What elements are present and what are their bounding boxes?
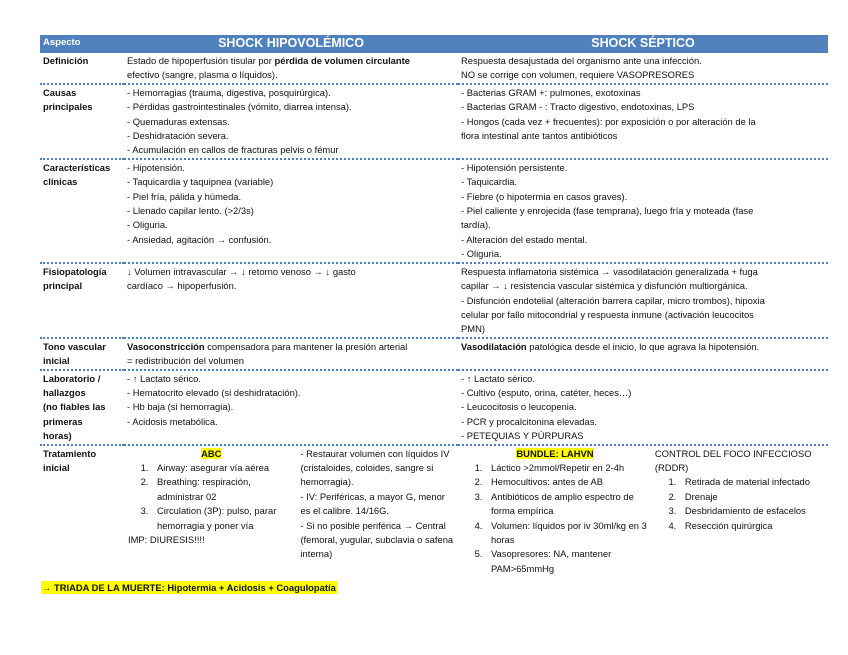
label-clinicas (40, 159, 124, 263)
list-item: - Hematocrito elevado (si deshidratación). (127, 386, 301, 398)
list-item: - Ansiedad, agitación → confusión. (127, 233, 272, 245)
text-line: capilar → ↓ resistencia vascular sistémica y disfunción multiorgánica. (461, 280, 748, 292)
list-item: - IV: Periféricas, a mayor G, menor es el calibre. 14/16G. (300, 490, 445, 517)
list-item: 4. Resección quirúrgica (679, 519, 825, 533)
bundle-block (461, 447, 649, 577)
label-definicion: Definición (40, 53, 124, 84)
definicion-hipo-line2: efectivo (sangre, plasma o líquidos). (127, 69, 278, 81)
fisio-sept (458, 263, 828, 338)
list-item: 3. Antibióticos de amplio espectro de forma empírica (485, 490, 649, 519)
list-item: - Taquicardia y taquipnea (variable) (127, 176, 274, 188)
list-item: - Alteración del estado mental. (461, 233, 588, 245)
header-aspecto: Aspecto (40, 35, 124, 53)
label-line: (no fiables las (43, 401, 106, 413)
definicion-sept-line: Respuesta desajustada del organismo ante una infección. (461, 55, 702, 66)
row-tono-vascular (40, 338, 828, 370)
bundle-list (461, 461, 649, 576)
list-item: 1. Láctico >2mmol/Repetir en 2-4h (485, 461, 649, 475)
label-line: inicial (43, 355, 70, 367)
label-line: Causas (43, 86, 77, 98)
row-causas (40, 84, 828, 159)
control-block (649, 447, 825, 577)
label-line: clínicas (43, 176, 78, 188)
list-item: - Hongos (cada vez + frecuentes): por exposición o por alteración de la (461, 115, 756, 127)
fisio-hipo (124, 263, 458, 338)
definicion-sept (458, 53, 828, 84)
definicion-hipo-bold: pérdida de volumen circulante (274, 55, 410, 66)
row-laboratorio (40, 370, 828, 445)
text-line: Respuesta inflamatoria sistémica → vasodilatación generalizada + fuga (461, 265, 758, 277)
label-line: Tono vascular (43, 340, 106, 352)
row-clinicas (40, 159, 828, 263)
list-item: - Leucocitosis o leucopenia. (461, 401, 577, 413)
control-list (655, 475, 825, 533)
list-item: - PETEQUIAS Y PÚRPURAS (461, 430, 584, 442)
list-item: 3. Circulation (3P): pulso, parar hemorragia y poner vía (151, 504, 295, 533)
list-item: - Piel caliente y enrojecida (fase temprana), luego fría y moteada (fase (461, 205, 754, 217)
text-line: ↓ Volumen intravascular → ↓ retorno venoso → ↓ gasto (127, 265, 356, 277)
tono-hipo-text: compensadora para mantener la presión arterial (204, 340, 408, 352)
list-item: - Acumulación en callos de fracturas pelvis o fémur (127, 144, 339, 156)
tono-sept-text: patológica desde el inicio, lo que agrava la hipotensión. (526, 340, 760, 352)
tratamiento-sept (458, 445, 828, 577)
label-line: principales (43, 101, 93, 113)
list-item: - Bacterias GRAM +: pulmones, exotoxinas (461, 86, 641, 98)
tono-sept-bold: Vasodilatación (461, 340, 527, 352)
list-item: - ↑ Lactato sérico. (461, 372, 535, 384)
list-item: - Pérdidas gastrointestinales (vómito, diarrea intensa). (127, 101, 352, 113)
text-line: celular por fallo mitocondrial y respuesta inmune (activación leucocitos (461, 308, 754, 320)
tono-hipo (124, 338, 458, 370)
list-item: 1. Retirada de material infectado (679, 475, 825, 489)
label-fisiopatologia (40, 263, 124, 338)
list-item: - Piel fría, pálida y húmeda. (127, 190, 242, 202)
tono-hipo-line2: = redistribución del volumen (127, 355, 244, 367)
list-item: tardía). (461, 219, 491, 231)
list-item: 2. Hemocultivos: antes de AB (485, 475, 649, 489)
label-laboratorio (40, 370, 124, 445)
text-line: PMN) (461, 323, 485, 335)
list-item: flora intestinal ante tantos antibióticos (461, 130, 618, 142)
list-item: 3. Desbridamiento de esfacelos (679, 504, 825, 518)
list-item: - Acidosis metabólica. (127, 415, 218, 427)
label-line: primeras (43, 415, 83, 427)
causas-sept (458, 84, 828, 159)
label-line: Tratamiento (43, 447, 97, 459)
row-fisiopatologia (40, 263, 828, 338)
list-item: - Hipotensión persistente. (461, 161, 568, 173)
list-item: - Si no posible periférica → Central (femoral, yugular, subclavia o safena interna) (300, 519, 454, 560)
row-tratamiento (40, 445, 828, 577)
tono-hipo-bold: Vasoconstricción (127, 340, 205, 352)
label-causas (40, 84, 124, 159)
label-line: Laboratorio / (43, 372, 101, 384)
label-tratamiento (40, 445, 124, 577)
list-item: - Oliguria. (461, 248, 502, 260)
lab-sept (458, 370, 828, 445)
abc-title: ABC (201, 447, 222, 459)
label-line: hallazgos (43, 386, 86, 398)
bundle-title: BUNDLE: LAHVN (516, 447, 594, 459)
clinicas-sept (458, 159, 828, 263)
list-item: - Oliguria. (127, 219, 168, 231)
list-item: 4. Volumen: líquidos por iv 30ml/kg en 3 horas (485, 519, 649, 548)
tratamiento-hipo (124, 445, 458, 577)
label-line: Fisiopatología (43, 265, 107, 277)
list-item: 5. Vasopresores: NA, mantener PAM>65mmHg (485, 547, 649, 576)
definicion-hipo (124, 53, 458, 84)
list-item: - PCR y procalcitonina elevadas. (461, 415, 598, 427)
abc-list (127, 461, 295, 533)
abc-block (127, 447, 295, 562)
text-line: cardíaco → hipoperfusión. (127, 280, 237, 292)
list-item: 1. Airway: asegurar vía aérea (151, 461, 295, 475)
label-line: Características (43, 161, 111, 173)
control-subtitle: (RDDR) (654, 461, 689, 473)
label-line: inicial (43, 461, 70, 473)
list-item: - Hemorragias (trauma, digestiva, posquirúrgica). (127, 86, 331, 98)
text-line: - Disfunción endotelial (alteración barrera capilar, micro trombos), hipoxia (461, 294, 765, 306)
comparison-table (40, 35, 828, 576)
header-row (40, 35, 828, 53)
triada-note: → TRIADA DE LA MUERTE: Hipotermia + Acidosis + Coagulopatía (42, 582, 336, 593)
clinicas-hipo (124, 159, 458, 263)
list-item: - Quemaduras extensas. (127, 115, 230, 127)
list-item: 2. Breathing: respiración, administrar 02 (151, 475, 295, 504)
tono-sept (458, 338, 828, 370)
list-item: - Hipotensión. (127, 161, 185, 173)
list-item: - Restaurar volumen con líquidos IV (cristaloides, coloides, sangre si hemorragia). (300, 447, 450, 488)
header-septico: SHOCK SÉPTICO (458, 35, 828, 53)
fluids-block (295, 447, 455, 562)
list-item: - Cultivo (esputo, orina, catéter, heces…) (461, 386, 632, 398)
lab-hipo (124, 370, 458, 445)
abc-footer: IMP: DIURESIS!!!! (128, 534, 205, 545)
list-item: - Taquicardia. (461, 176, 518, 188)
definicion-hipo-text: Estado de hipoperfusión tisular por (127, 55, 275, 66)
row-definicion (40, 53, 828, 84)
control-title: CONTROL DEL FOCO INFECCIOSO (654, 447, 812, 459)
label-tono (40, 338, 124, 370)
list-item: - Deshidratación severa. (127, 130, 229, 142)
causas-hipo (124, 84, 458, 159)
list-item: 2. Drenaje (679, 490, 825, 504)
definicion-sept-line: NO se corrige con volumen, requiere VASOPRESORES (461, 69, 695, 81)
list-item: - Bacterias GRAM - : Tracto digestivo, endotoxinas, LPS (461, 101, 695, 113)
label-line: horas) (43, 430, 72, 442)
header-hipovolemico: SHOCK HIPOVOLÉMICO (124, 35, 458, 53)
list-item: - Hb baja (si hemorragia). (127, 401, 234, 413)
list-item: - ↑ Lactato sérico. (127, 372, 201, 384)
label-line: principal (43, 280, 83, 292)
list-item: - Fiebre (o hipotermia en casos graves). (461, 190, 628, 202)
list-item: - Llenado capilar lento. (>2/3s) (127, 205, 254, 217)
